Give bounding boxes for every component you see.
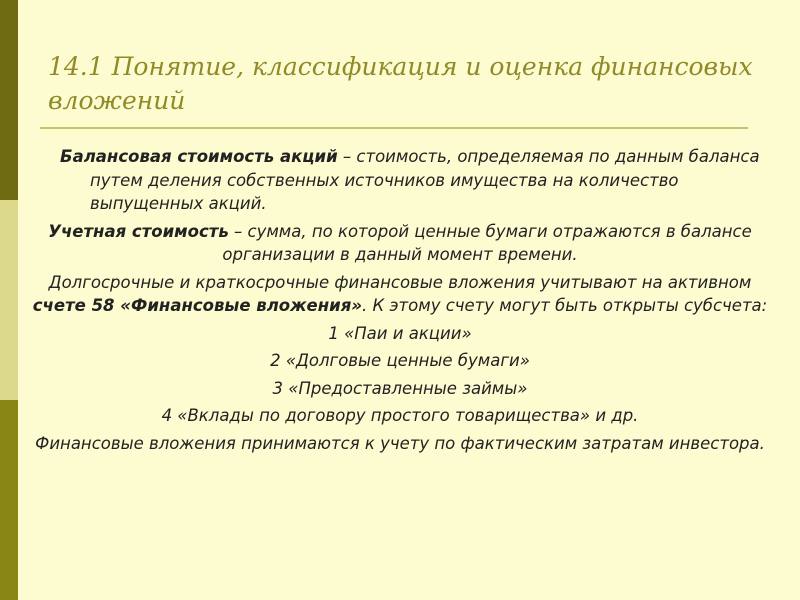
paragraph-accounting-value [30,220,770,267]
paragraph-book-value [30,145,770,216]
definition-accounting-value: – сумма, по которой ценные бумаги отражаются в балансе организации в данный момент времени. [222,221,752,264]
account-58-intro: Долгосрочные и краткосрочные финансовые вложения учитывают на активном [48,272,752,292]
side-stripe-top [0,0,18,200]
definition-book-value: – стоимость, определяемая по данным баланса путем деления собственных источников имущества на количество выпущенных акций. [90,147,760,213]
slide-content [30,145,770,459]
subaccount-item: 4 «Вклады по договору простого товарищества» и др. [161,406,639,425]
term-book-value: Балансовая стоимость акций [60,147,338,166]
account-58-subaccounts-note: . К этому счету могут быть открыты субсчета: [362,296,768,315]
paragraph-account-58 [30,271,770,318]
subaccount-item: 3 «Предоставленные займы» [272,378,528,398]
paragraph-valuation: Финансовые вложения принимаются к учету по фактическим затратам инвестора. [35,433,765,453]
term-accounting-value: Учетная стоимость [48,221,229,241]
side-stripe-middle [0,200,18,400]
subaccount-item: 2 «Долговые ценные бумаги» [270,351,530,370]
title-divider [40,127,748,129]
subaccount-item: 1 «Паи и акции» [328,323,472,343]
slide-title: 14.1 Понятие, классификация и оценка финансовых вложений [48,52,753,115]
account-58-name: счете 58 «Финансовые вложения» [32,296,363,315]
side-stripe-bottom [0,400,18,600]
